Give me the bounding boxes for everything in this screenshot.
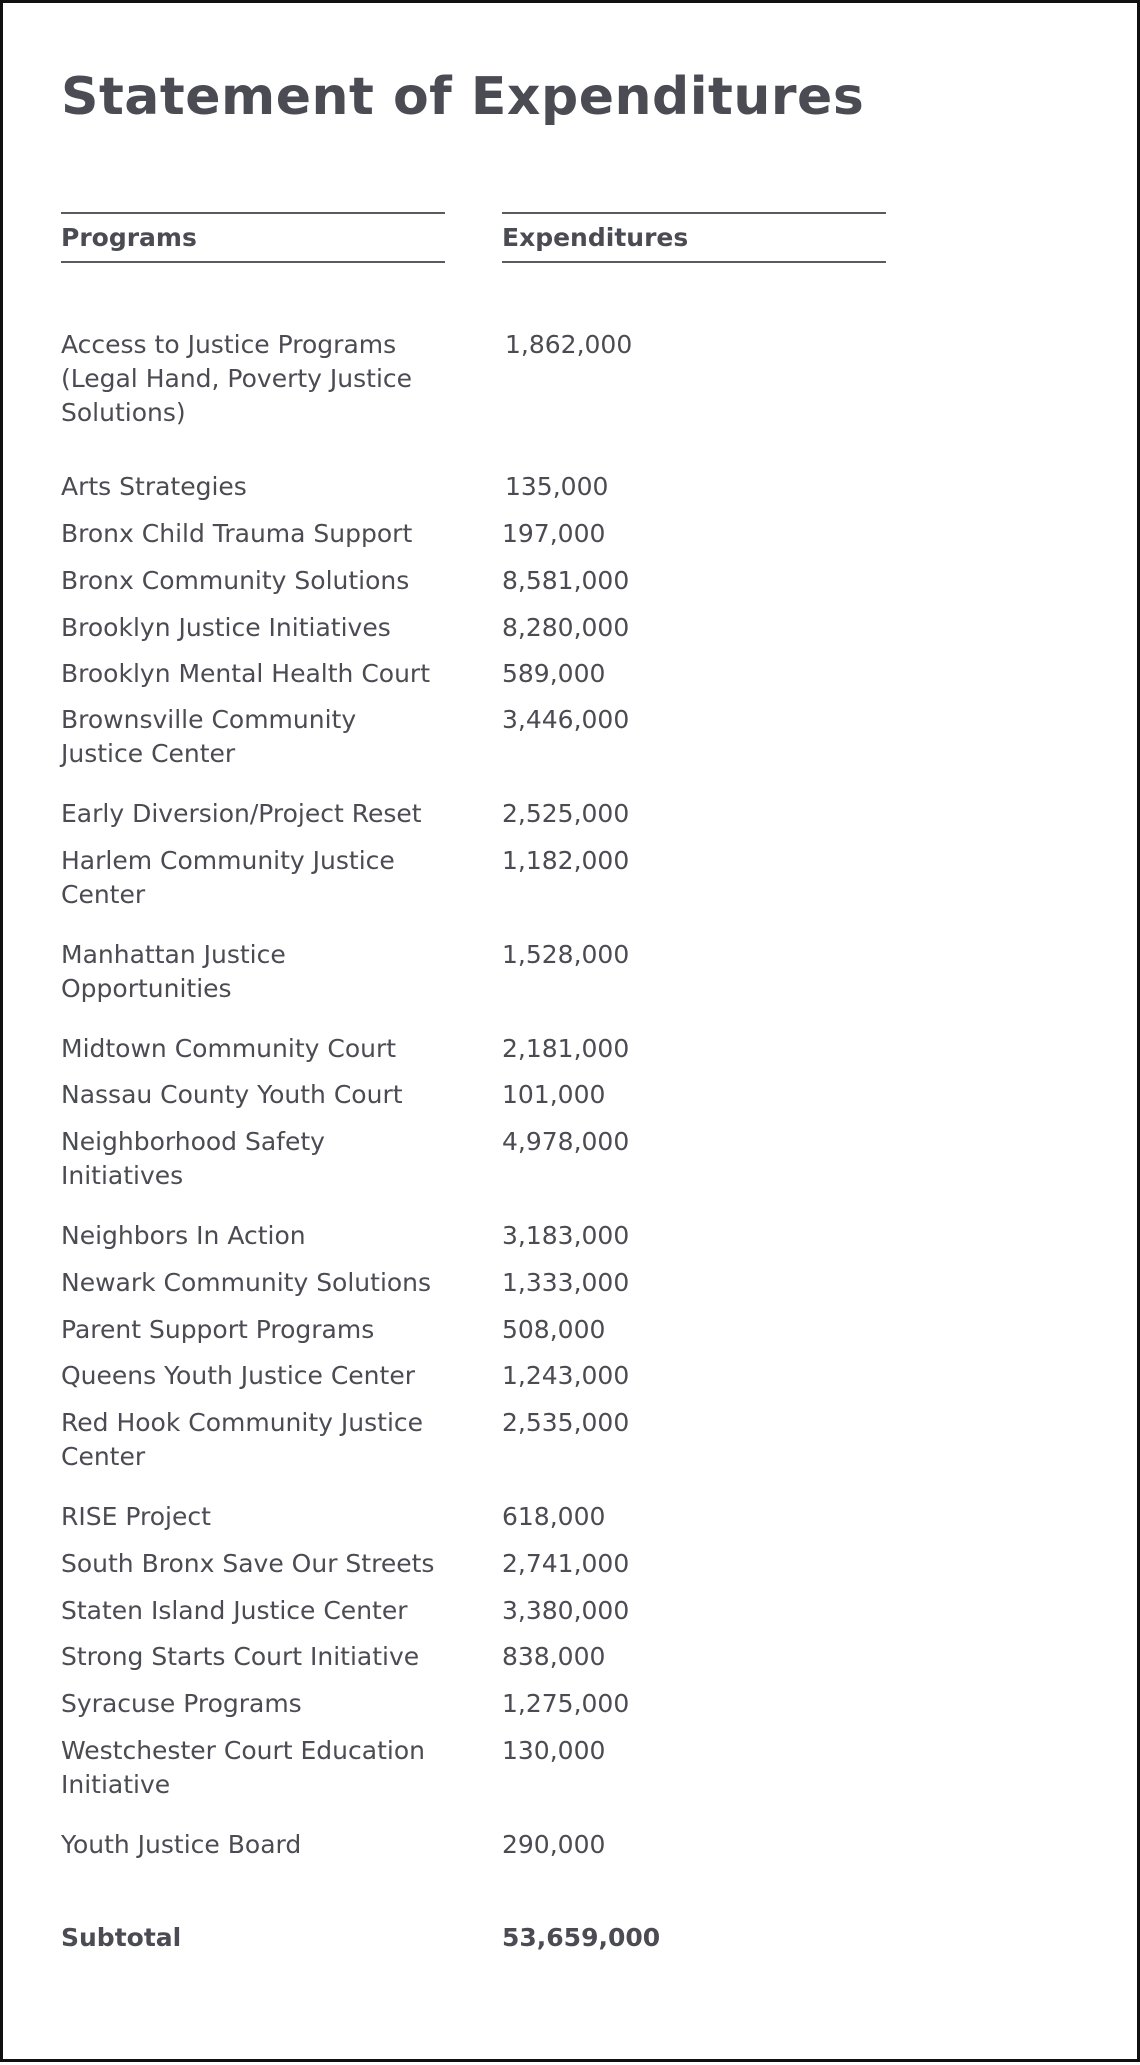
table-row-program: Harlem Community Justice Center	[61, 846, 395, 909]
table-row-program: RISE Project	[61, 1502, 211, 1531]
table-row-program: Bronx Child Trauma Support	[61, 519, 413, 548]
table-row-amount: 838,000	[502, 1642, 606, 1671]
table-row-amount: 1,333,000	[502, 1268, 630, 1297]
subtotal-label: Subtotal	[61, 1923, 182, 1952]
table-row-program: Neighborhood Safety Initiatives	[61, 1127, 325, 1190]
table-row-amount: 1,182,000	[502, 846, 630, 875]
table-row-amount: 3,380,000	[502, 1596, 630, 1625]
table-row-program: Nassau County Youth Court	[61, 1080, 403, 1109]
table-row-program: Manhattan Justice Opportunities	[61, 940, 286, 1003]
table-row-amount: 135,000	[505, 472, 609, 501]
table-row-amount: 3,446,000	[502, 705, 630, 734]
table-row-program: Parent Support Programs	[61, 1315, 375, 1344]
table-row-program: Staten Island Justice Center	[61, 1596, 408, 1625]
table-row-amount: 3,183,000	[502, 1221, 630, 1250]
table-row-amount: 618,000	[502, 1502, 606, 1531]
column-header-programs: Programs	[61, 212, 445, 263]
subtotal-amount: 53,659,000	[502, 1923, 661, 1952]
table-row-program: Bronx Community Solutions	[61, 566, 410, 595]
table-row-program: Brooklyn Mental Health Court	[61, 659, 431, 688]
table-row-program: Brooklyn Justice Initiatives	[61, 613, 391, 642]
table-row-amount: 508,000	[502, 1315, 606, 1344]
table-row-program: Arts Strategies	[61, 472, 247, 501]
table-row-amount: 2,741,000	[502, 1549, 630, 1578]
page-title: Statement of Expenditures	[61, 67, 865, 127]
table-row-program: Brownsville Community Justice Center	[61, 705, 357, 768]
table-row-amount: 2,181,000	[502, 1034, 630, 1063]
table-row-program: Newark Community Solutions	[61, 1268, 432, 1297]
table-row-amount: 2,525,000	[502, 799, 630, 828]
table-row-amount: 1,275,000	[502, 1689, 630, 1718]
table-row-program: Youth Justice Board	[61, 1830, 302, 1859]
expenditure-table	[3, 3, 1140, 2065]
table-row-amount: 290,000	[502, 1830, 606, 1859]
table-row-amount: 101,000	[502, 1080, 606, 1109]
column-header-expenditures: Expenditures	[502, 212, 886, 263]
table-row-amount: 1,862,000	[505, 330, 633, 359]
table-row-program: Strong Starts Court Initiative	[61, 1642, 420, 1671]
table-row-program: Westchester Court Education Initiative	[61, 1736, 425, 1799]
table-row-amount: 130,000	[502, 1736, 606, 1765]
table-row-amount: 589,000	[502, 659, 606, 688]
table-row-amount: 8,280,000	[502, 613, 630, 642]
table-row-program: Neighbors In Action	[61, 1221, 306, 1250]
table-row-program: Red Hook Community Justice Center	[61, 1408, 424, 1471]
table-row-program: Early Diversion/Project Reset	[61, 799, 422, 828]
table-row-program: Access to Justice Programs (Legal Hand, Poverty Justice Solutions)	[61, 330, 413, 427]
table-row-program: Midtown Community Court	[61, 1034, 397, 1063]
table-row-amount: 2,535,000	[502, 1408, 630, 1437]
table-row-amount: 4,978,000	[502, 1127, 630, 1156]
table-row-amount: 8,581,000	[502, 566, 630, 595]
table-row-program: Queens Youth Justice Center	[61, 1361, 415, 1390]
table-row-amount: 1,528,000	[502, 940, 630, 969]
table-row-program: Syracuse Programs	[61, 1689, 302, 1718]
table-row-amount: 197,000	[502, 519, 606, 548]
table-row-amount: 1,243,000	[502, 1361, 630, 1390]
table-row-program: South Bronx Save Our Streets	[61, 1549, 435, 1578]
